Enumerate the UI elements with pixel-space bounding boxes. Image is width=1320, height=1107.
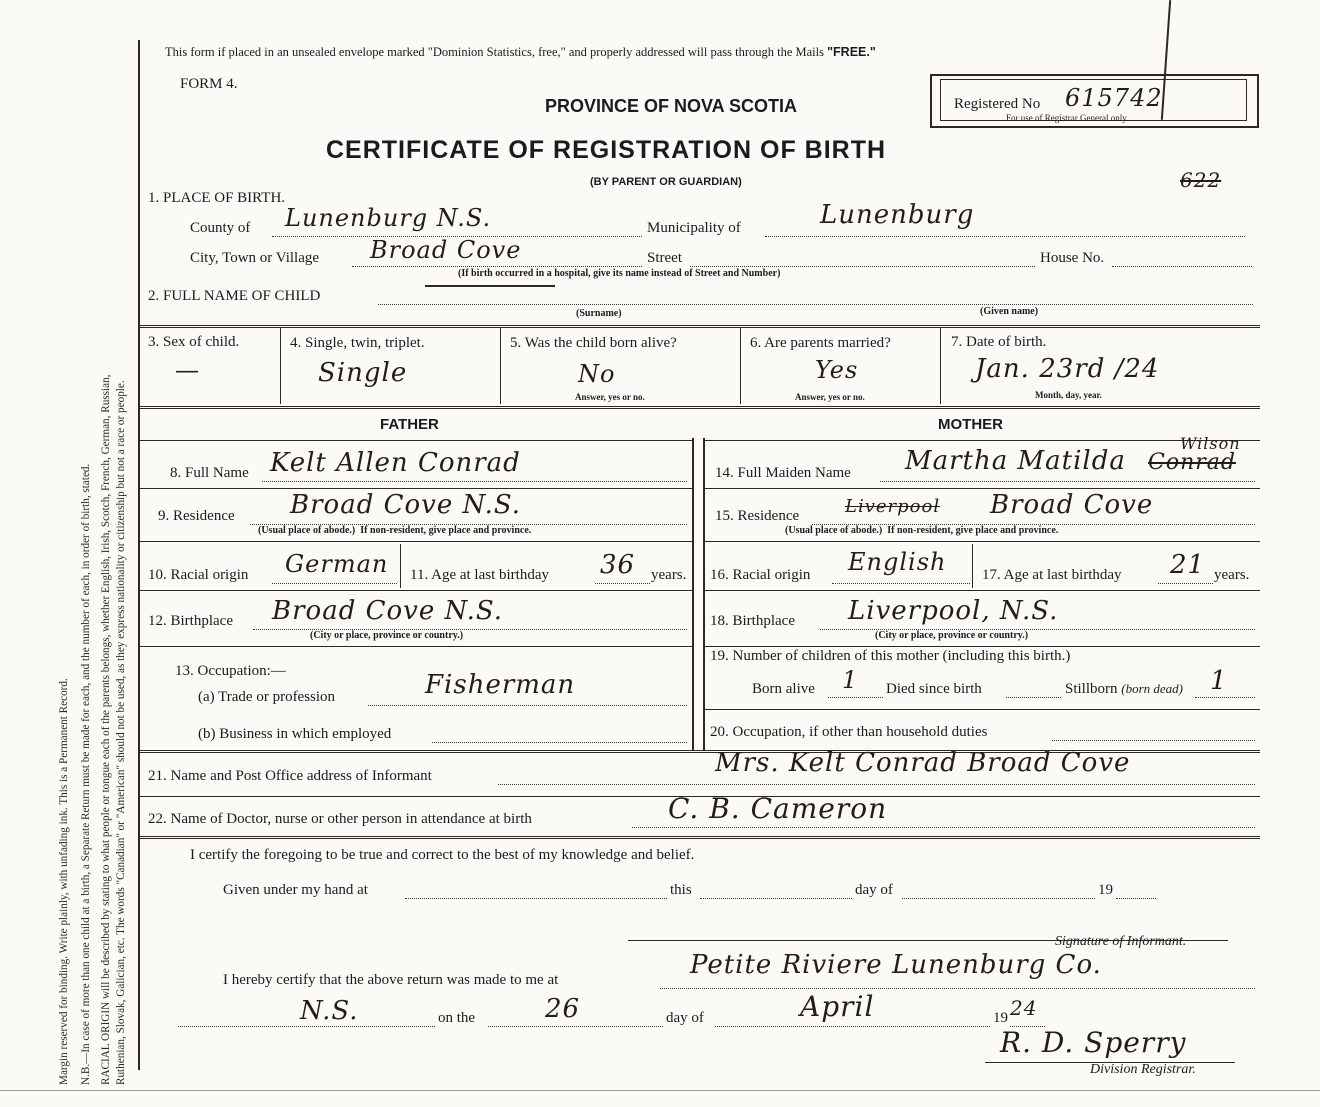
- return-year-printed: 19: [993, 1010, 1008, 1026]
- day-of-label: day of: [855, 882, 893, 898]
- father-name-label: 8. Full Name: [170, 465, 249, 481]
- father-heading: FATHER: [380, 416, 439, 433]
- mother-occupation-label: 20. Occupation, if other than household duties: [710, 724, 988, 740]
- mother-residence-label: 15. Residence: [715, 508, 800, 524]
- born-alive-label: Born alive: [752, 681, 815, 697]
- business-label: (b) Business in which employed: [198, 726, 392, 742]
- side-note-line-4: Ruthenian, Slovak, Galician, etc. The words "Canadian" or "American" should not be used, as they express nationality or citizenship but not a race or people.: [115, 380, 127, 1085]
- mother-name-correction: Wilson: [1180, 434, 1241, 453]
- father-row-line-2: [140, 541, 692, 542]
- house-line: [1112, 266, 1252, 267]
- return-month-value: April: [800, 990, 875, 1023]
- married-label: 6. Are parents married?: [750, 335, 891, 351]
- sex-label: 3. Sex of child.: [148, 334, 240, 350]
- return-month-line: [715, 1026, 990, 1027]
- alive-note: Answer, yes or no.: [575, 392, 645, 402]
- street-line: [690, 266, 1035, 267]
- father-row-line-3: [140, 590, 692, 591]
- child-name-label: 2. FULL NAME OF CHILD: [148, 288, 321, 304]
- dob-note: Month, day, year.: [1035, 390, 1102, 400]
- mother-name-label: 14. Full Maiden Name: [715, 465, 851, 481]
- cert-statement: I certify the foregoing to be true and correct to the best of my knowledge and belief.: [190, 847, 695, 863]
- city-line: [352, 266, 642, 267]
- mother-racial-label: 16. Racial origin: [710, 567, 811, 583]
- on-the-label: on the: [438, 1010, 476, 1026]
- father-abode-note: (Usual place of abode.) If non-resident, give place and province.: [258, 525, 532, 536]
- mother-row-line-5: [703, 709, 1260, 710]
- occupation-label: 13. Occupation:—: [175, 663, 286, 679]
- mother-row-line-2: [703, 541, 1260, 542]
- plurality-label: 4. Single, twin, triplet.: [290, 335, 425, 351]
- registered-number: 615742: [1065, 84, 1163, 112]
- county-label: County of: [190, 220, 251, 236]
- trade-label: (a) Trade or profession: [198, 689, 336, 705]
- province-heading: PROVINCE OF NOVA SCOTIA: [545, 96, 798, 116]
- child-name-line: [378, 304, 1253, 305]
- father-racial-label: 10. Racial origin: [148, 567, 249, 583]
- business-line: [432, 742, 687, 743]
- given-day-line: [700, 898, 852, 899]
- registered-label: Registered No: [954, 96, 1041, 112]
- mother-years: years.: [1214, 567, 1250, 583]
- dob-value: Jan. 23rd /24: [975, 354, 1160, 384]
- form-left-border: [138, 40, 140, 1070]
- father-residence-label: 9. Residence: [158, 508, 235, 524]
- return-place2-value: N.S.: [300, 996, 359, 1026]
- municipality-label: Municipality of: [647, 220, 741, 236]
- mother-name-value: Martha Matilda: [905, 446, 1126, 476]
- col-divider-4: [940, 328, 941, 404]
- registrar-signature: R. D. Sperry: [1000, 1026, 1187, 1059]
- hospital-note: (If birth occurred in a hospital, give its name instead of Street and Number): [458, 268, 781, 279]
- page-title: CERTIFICATE OF REGISTRATION OF BIRTH: [326, 136, 887, 164]
- plurality-value: Single: [318, 358, 408, 388]
- city-value: Broad Cove: [370, 236, 522, 264]
- born-alive-value: 1: [842, 666, 859, 694]
- mother-name-struck: Conrad: [1148, 450, 1236, 475]
- this-label: this: [670, 882, 692, 898]
- col-divider-2: [500, 328, 501, 404]
- informant-line: [498, 784, 1255, 785]
- mother-name-line: [880, 481, 1255, 482]
- return-day-value: 26: [545, 994, 581, 1024]
- father-residence-value: Broad Cove N.S.: [290, 490, 521, 520]
- given-name-note: (Given name): [980, 306, 1039, 317]
- mother-birthplace-label: 18. Birthplace: [710, 613, 795, 629]
- father-name-line: [262, 481, 687, 482]
- alive-label: 5. Was the child born alive?: [510, 335, 677, 351]
- mail-notice: This form if placed in an unsealed envelope marked "Dominion Statistics, free," and properly addressed will pass through the Mails "FREE.": [165, 45, 876, 59]
- city-label: City, Town or Village: [190, 250, 320, 266]
- father-row-line-4: [140, 646, 692, 647]
- married-note: Answer, yes or no.: [795, 392, 865, 402]
- stillborn-value: 1: [1210, 666, 1228, 696]
- mother-occupation-line: [1052, 740, 1255, 741]
- father-birthplace-value: Broad Cove N.S.: [272, 596, 503, 626]
- given-month-line: [902, 898, 1095, 899]
- row-divider-top: [140, 325, 1260, 328]
- mother-age-value: 21: [1170, 550, 1206, 580]
- place-of-birth-label: 1. PLACE OF BIRTH.: [148, 190, 286, 206]
- mother-heading: MOTHER: [938, 416, 1003, 433]
- bottom-edge: [0, 1090, 1320, 1091]
- registrar-note: For use of Registrar General only.: [1006, 113, 1129, 123]
- return-place2-line: [178, 1026, 435, 1027]
- corner-number: 622: [1180, 168, 1222, 192]
- given-place-line: [405, 898, 667, 899]
- house-label: House No.: [1040, 250, 1105, 266]
- mother-racial-line: [832, 583, 970, 584]
- stillborn-label: Stillborn (born dead): [1065, 681, 1184, 697]
- year-prefix: 19: [1098, 882, 1113, 898]
- trade-value: Fisherman: [425, 670, 576, 700]
- side-note-line-1: Margin reserved for binding. Write plainly, with unfading ink. This is a Permanent Record.: [58, 678, 70, 1085]
- father-mother-divider-a: [692, 438, 694, 750]
- return-year-value: 24: [1010, 996, 1038, 1020]
- signature-informant-label: Signature of Informant.: [1055, 934, 1187, 949]
- mother-age-line: [1158, 583, 1213, 584]
- given-label: Given under my hand at: [223, 882, 368, 898]
- father-racial-divider: [400, 544, 401, 588]
- mother-abode-note: (Usual place of abode.) If non-resident, give place and province.: [785, 525, 1059, 536]
- child-name-dash: [425, 285, 555, 287]
- father-racial-line: [272, 583, 397, 584]
- municipality-line: [765, 236, 1245, 237]
- married-value: Yes: [815, 356, 859, 384]
- return-place-line: [660, 988, 1255, 989]
- mother-residence-value: Broad Cove: [990, 490, 1154, 520]
- mother-birthplace-value: Liverpool, N.S.: [848, 596, 1059, 626]
- side-note-line-2: N.B.—In case of more than one child at a birth, a Separate Return must be made for each, and the number of each, in order of birth, stated.: [80, 463, 92, 1085]
- mother-residence-struck: Liverpool: [845, 496, 941, 517]
- page-subtitle: (BY PARENT OR GUARDIAN): [590, 176, 742, 188]
- return-label: I hereby certify that the above return was made to me at: [223, 972, 559, 988]
- day-of-label-2: day of: [666, 1010, 704, 1026]
- father-years: years.: [651, 567, 687, 583]
- mother-row-line-4: [703, 646, 1260, 647]
- return-day-line: [488, 1026, 663, 1027]
- born-alive-line: [828, 697, 883, 698]
- division-registrar-label: Division Registrar.: [1090, 1062, 1196, 1077]
- return-place-value: Petite Riviere Lunenburg Co.: [690, 950, 1102, 980]
- mother-heading-line: [703, 440, 1260, 441]
- form-number: FORM 4.: [180, 76, 238, 92]
- row-divider-cert: [140, 836, 1260, 839]
- sex-value: —: [175, 356, 200, 384]
- father-age-label: 11. Age at last birthday: [410, 567, 549, 583]
- father-birthplace-label: 12. Birthplace: [148, 613, 233, 629]
- mother-birthplace-note: (City or place, province or country.): [875, 630, 1029, 641]
- street-label: Street: [647, 250, 682, 266]
- doctor-value: C. B. Cameron: [668, 792, 888, 825]
- given-year-line: [1116, 898, 1156, 899]
- father-age-line: [595, 583, 650, 584]
- father-racial-value: German: [285, 550, 389, 578]
- municipality-value: Lunenburg: [820, 200, 975, 230]
- mother-row-line-3: [703, 590, 1260, 591]
- trade-line: [368, 705, 687, 706]
- surname-note: (Surname): [576, 308, 622, 319]
- col-divider-3: [740, 328, 741, 404]
- side-note-line-3: RACIAL ORIGIN will be described by stating to what people or tongue each of the parents belongs, whether English, Irish, Scotch, French, German, Russian,: [100, 374, 112, 1085]
- father-heading-line: [140, 440, 692, 441]
- mother-racial-divider: [972, 544, 973, 588]
- father-row-line-1: [140, 488, 692, 489]
- mother-racial-value: English: [848, 548, 947, 576]
- dob-label: 7. Date of birth.: [951, 334, 1047, 350]
- col-divider-1: [280, 328, 281, 404]
- father-name-value: Kelt Allen Conrad: [270, 448, 521, 478]
- children-count-label: 19. Number of children of this mother (including this birth.): [710, 648, 1071, 664]
- died-line: [1006, 697, 1061, 698]
- alive-value: No: [578, 360, 616, 388]
- informant-value: Mrs. Kelt Conrad Broad Cove: [715, 748, 1131, 778]
- doctor-line: [632, 827, 1255, 828]
- mother-age-label: 17. Age at last birthday: [982, 567, 1122, 583]
- father-mother-divider-b: [703, 438, 705, 750]
- stillborn-line: [1195, 697, 1255, 698]
- mother-row-line-1: [703, 488, 1260, 489]
- informant-label: 21. Name and Post Office address of Informant: [148, 768, 432, 784]
- row-divider-parents: [140, 406, 1260, 409]
- father-birthplace-note: (City or place, province or country.): [310, 630, 464, 641]
- doctor-label: 22. Name of Doctor, nurse or other person in attendance at birth: [148, 811, 532, 827]
- county-value: Lunenburg N.S.: [285, 204, 492, 232]
- father-age-value: 36: [600, 550, 636, 580]
- died-label: Died since birth: [886, 681, 982, 697]
